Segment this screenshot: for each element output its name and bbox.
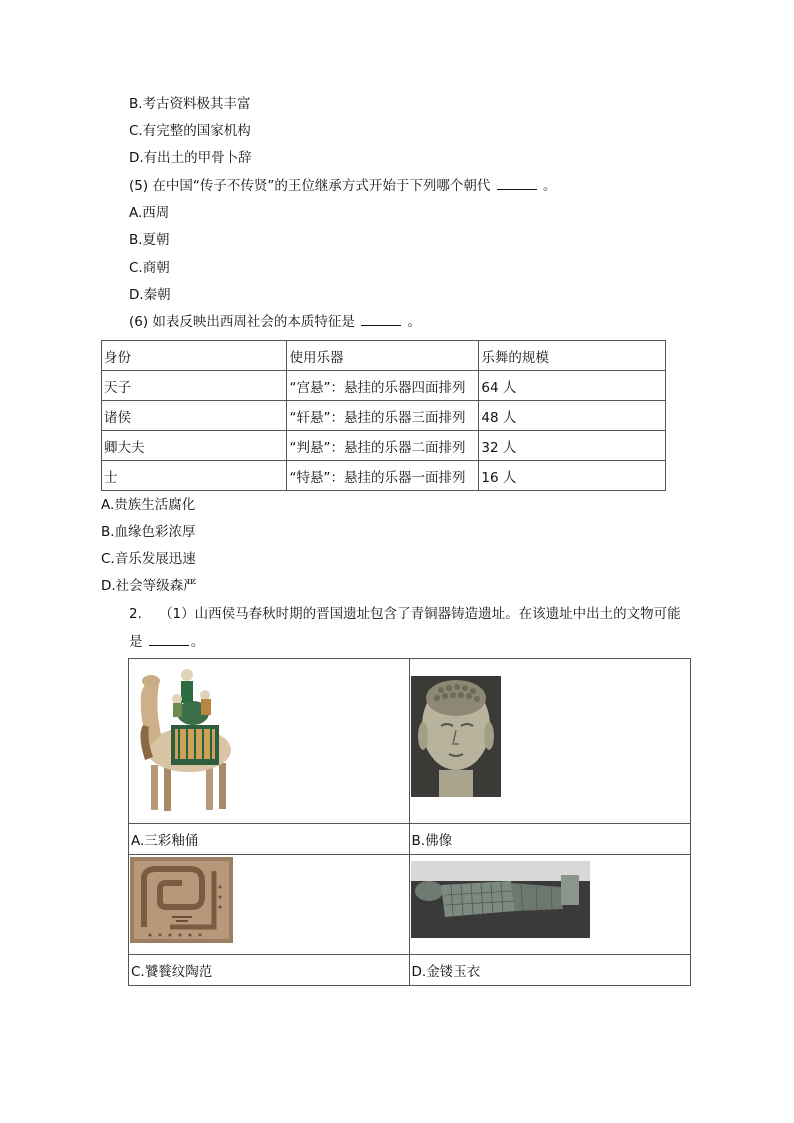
table-cell: “轩悬”：悬挂的乐器三面排列 [287, 401, 479, 431]
q5-option-b: B.夏朝 [129, 232, 170, 248]
table-row [102, 371, 666, 401]
option-b: B.考古资料极其丰富 [129, 96, 251, 112]
caption-b: B.佛像 [409, 824, 690, 855]
table-header-row [102, 341, 666, 371]
q6-option-b: B.血缘色彩浓厚 [101, 524, 196, 540]
q2-stem-end: 。 [190, 634, 205, 650]
q2-stem-text: （1）山西侯马春秋时期的晋国遗址包含了青铜器铸造遗址。在该遗址中出土的文物可能 [159, 606, 681, 622]
q6-stem [129, 313, 421, 331]
table-header: 使用乐器 [287, 341, 479, 371]
table-header: 身份 [102, 341, 287, 371]
q5-stem-end: 。 [543, 178, 557, 194]
table-cell: 天子 [102, 371, 287, 401]
answer-blank[interactable] [497, 177, 537, 190]
q2-stem [129, 605, 681, 623]
taotie-mold-image [130, 857, 233, 943]
answer-blank[interactable] [361, 313, 401, 326]
image-cell-a [129, 659, 410, 824]
q5-stem-text: (5) 在中国“传子不传贤”的王位继承方式开始于下列哪个朝代 [129, 178, 491, 194]
table-cell: 士 [102, 461, 287, 491]
table-cell: 48 人 [479, 401, 666, 431]
option-d: D.有出土的甲骨卜辞 [129, 150, 252, 166]
q6-option-a: A.贵族生活腐化 [101, 497, 196, 513]
q2-stem-text-2: 是 [129, 634, 143, 650]
table-row [102, 401, 666, 431]
table-row [102, 431, 666, 461]
table-cell: 诸侯 [102, 401, 287, 431]
table-cell: “宫悬”：悬挂的乐器四面排列 [287, 371, 479, 401]
q5-option-a: A.西周 [129, 205, 170, 221]
option-c: C.有完整的国家机构 [129, 123, 251, 139]
jade-burial-suit-image [411, 861, 590, 938]
q2-stem-line2 [129, 633, 204, 651]
buddha-head-image [411, 676, 501, 797]
table-header: 乐舞的规模 [479, 341, 666, 371]
image-cell-d [409, 855, 690, 955]
caption-c: C.饕餮纹陶范 [129, 955, 410, 986]
q5-option-c: C.商朝 [129, 260, 170, 276]
caption-a: A.三彩釉俑 [129, 824, 410, 855]
q5-option-d: D.秦朝 [129, 287, 171, 303]
caption-d: D.金镂玉衣 [409, 955, 690, 986]
answer-blank[interactable] [149, 633, 189, 646]
q6-option-c: C.音乐发展迅速 [101, 551, 196, 567]
table-cell: 16 人 [479, 461, 666, 491]
camel-figurine-image [131, 665, 239, 815]
table-cell: “判悬”：悬挂的乐器二面排列 [287, 431, 479, 461]
artifact-options-table [128, 658, 691, 986]
q6-option-d: D.社会等级森严 [101, 578, 197, 594]
q5-stem [129, 177, 557, 195]
q6-stem-end: 。 [407, 314, 422, 330]
q6-stem-text: (6) 如表反映出西周社会的本质特征是 [129, 314, 355, 330]
image-cell-c [129, 855, 410, 955]
table-cell: “特悬”：悬挂的乐器一面排列 [287, 461, 479, 491]
table-cell: 64 人 [479, 371, 666, 401]
q2-number: 2. [129, 606, 142, 622]
ritual-music-table [101, 340, 666, 491]
table-row [102, 461, 666, 491]
image-cell-b [409, 659, 690, 824]
table-cell: 32 人 [479, 431, 666, 461]
table-cell: 卿大夫 [102, 431, 287, 461]
